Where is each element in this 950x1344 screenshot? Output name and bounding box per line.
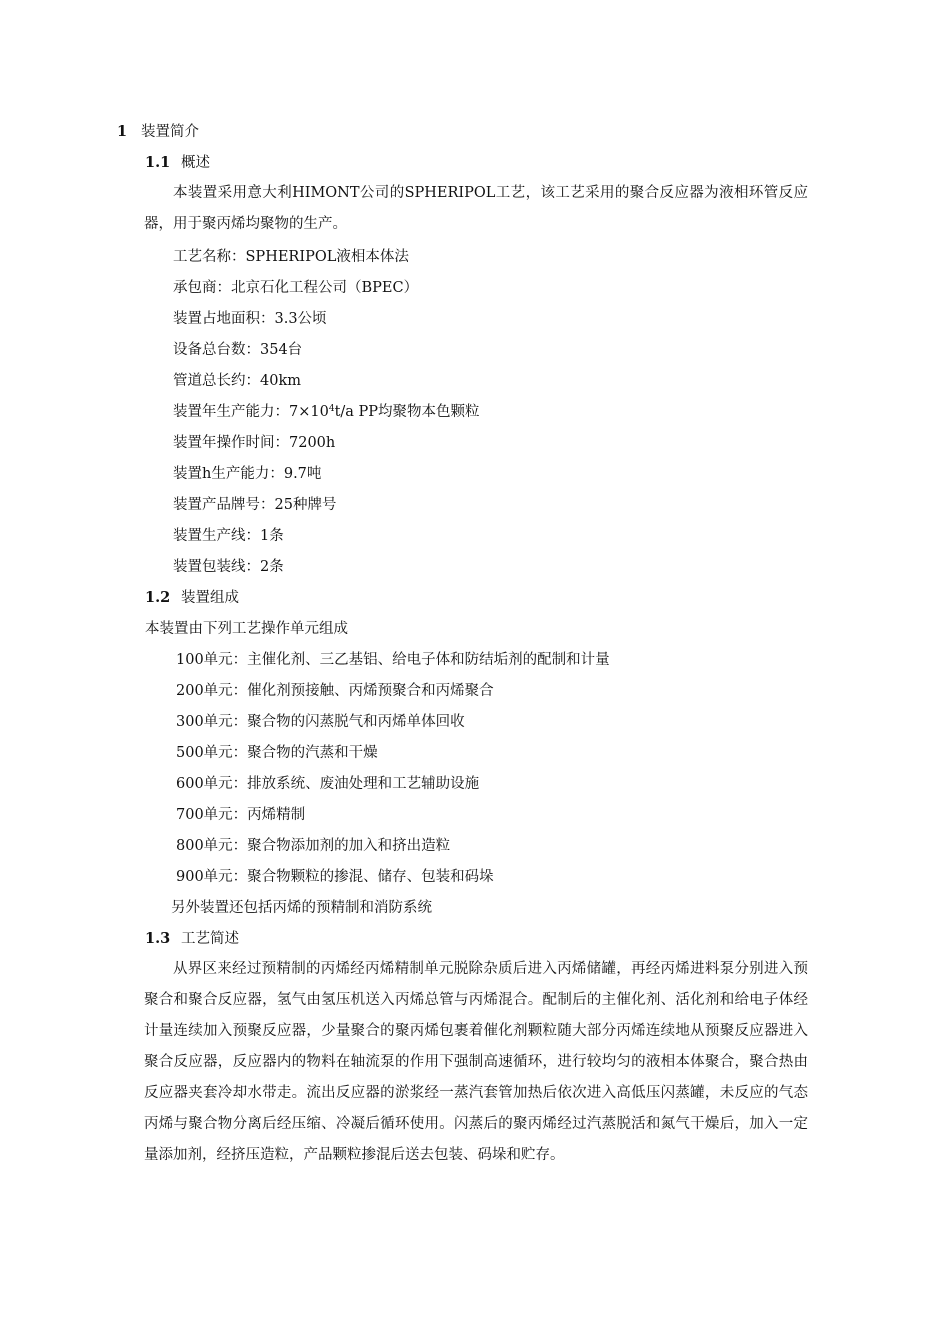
unit-item: 700单元：丙烯精制 xyxy=(176,807,306,823)
section-title: 概述 xyxy=(181,155,210,171)
overview-paragraph: 本装置采用意大利HIMONT公司的SPHERIPOL工艺，该工艺采用的聚合反应器为液相环管反应器，用于聚丙烯均聚物的生产。 xyxy=(144,185,808,232)
fact-process-name: 工艺名称：SPHERIPOL液相本体法 xyxy=(173,249,409,265)
fact-pipe-length: 管道总长约：40km xyxy=(173,373,301,389)
section-title: 装置组成 xyxy=(181,590,239,606)
fact-annual-capacity xyxy=(173,402,480,422)
unit-item: 500单元：聚合物的汽蒸和干燥 xyxy=(176,745,378,761)
capacity-exponent: 4 xyxy=(328,404,335,414)
fact-contractor: 承包商：北京石化工程公司（BPEC） xyxy=(173,280,419,296)
section-number: 1 xyxy=(117,123,128,140)
unit-item: 100单元：主催化剂、三乙基铝、给电子体和防结垢剂的配制和计量 xyxy=(176,652,610,668)
section-number: 1.3 xyxy=(145,930,171,947)
section-1-1-heading xyxy=(145,153,210,173)
unit-item: 900单元：聚合物颗粒的掺混、储存、包装和码垛 xyxy=(176,869,494,885)
section-1-2-heading xyxy=(145,588,239,608)
fact-production-lines: 装置生产线：1条 xyxy=(173,528,284,544)
fact-operating-time: 装置年操作时间：7200h xyxy=(173,435,336,451)
section-1-3-heading xyxy=(145,929,239,949)
unit-item: 300单元：聚合物的闪蒸脱气和丙烯单体回收 xyxy=(176,714,465,730)
section-title: 装置简介 xyxy=(141,124,199,140)
fact-area: 装置占地面积：3.3公顷 xyxy=(173,311,327,327)
unit-item: 200单元：催化剂预接触、丙烯预聚合和丙烯聚合 xyxy=(176,683,494,699)
fact-hourly-capacity: 装置h生产能力：9.7吨 xyxy=(173,466,322,482)
capacity-prefix: 装置年生产能力：7×10 xyxy=(173,404,329,420)
units-intro: 本装置由下列工艺操作单元组成 xyxy=(145,621,348,637)
fact-equipment-count: 设备总台数：354台 xyxy=(173,342,303,358)
section-1-heading xyxy=(117,122,199,142)
unit-item: 800单元：聚合物添加剂的加入和挤出造粒 xyxy=(176,838,451,854)
capacity-suffix: t/a PP均聚物本色颗粒 xyxy=(334,404,480,420)
fact-packaging-lines: 装置包装线：2条 xyxy=(173,559,284,575)
section-number: 1.2 xyxy=(145,589,171,606)
units-extra-note: 另外装置还包括丙烯的预精制和消防系统 xyxy=(171,900,432,916)
unit-item: 600单元：排放系统、废油处理和工艺辅助设施 xyxy=(176,776,480,792)
section-title: 工艺简述 xyxy=(181,931,239,947)
section-number: 1.1 xyxy=(145,154,171,171)
fact-product-grades: 装置产品牌号：25种牌号 xyxy=(173,497,337,513)
process-paragraph: 从界区来经过预精制的丙烯经丙烯精制单元脱除杂质后进入丙烯储罐，再经丙烯进料泵分别进入预聚合和聚合反应器，氢气由氢压机送入丙烯总管与丙烯混合。配制后的主催化剂、活化剂和给电子体经计量连续加入预聚反应器，少量聚合的聚丙烯包裹着催化剂颗粒随大部分丙烯连续地从预聚反应器进入聚合反应器，反应器内的物料在轴流泵的作用下强制高速循环，进行较均匀的液相本体聚合，聚合热由反应器夹套冷却水带走。流出反应器的淤浆经一蒸汽套管加热后依次进入高低压闪蒸罐，未反应的气态丙烯与聚合物分离后经压缩、冷凝后循环使用。闪蒸后的聚丙烯经过汽蒸脱活和氮气干燥后，加入一定量添加剂，经挤压造粒，产品颗粒掺混后送去包装、码垛和贮存。 xyxy=(144,961,808,1163)
